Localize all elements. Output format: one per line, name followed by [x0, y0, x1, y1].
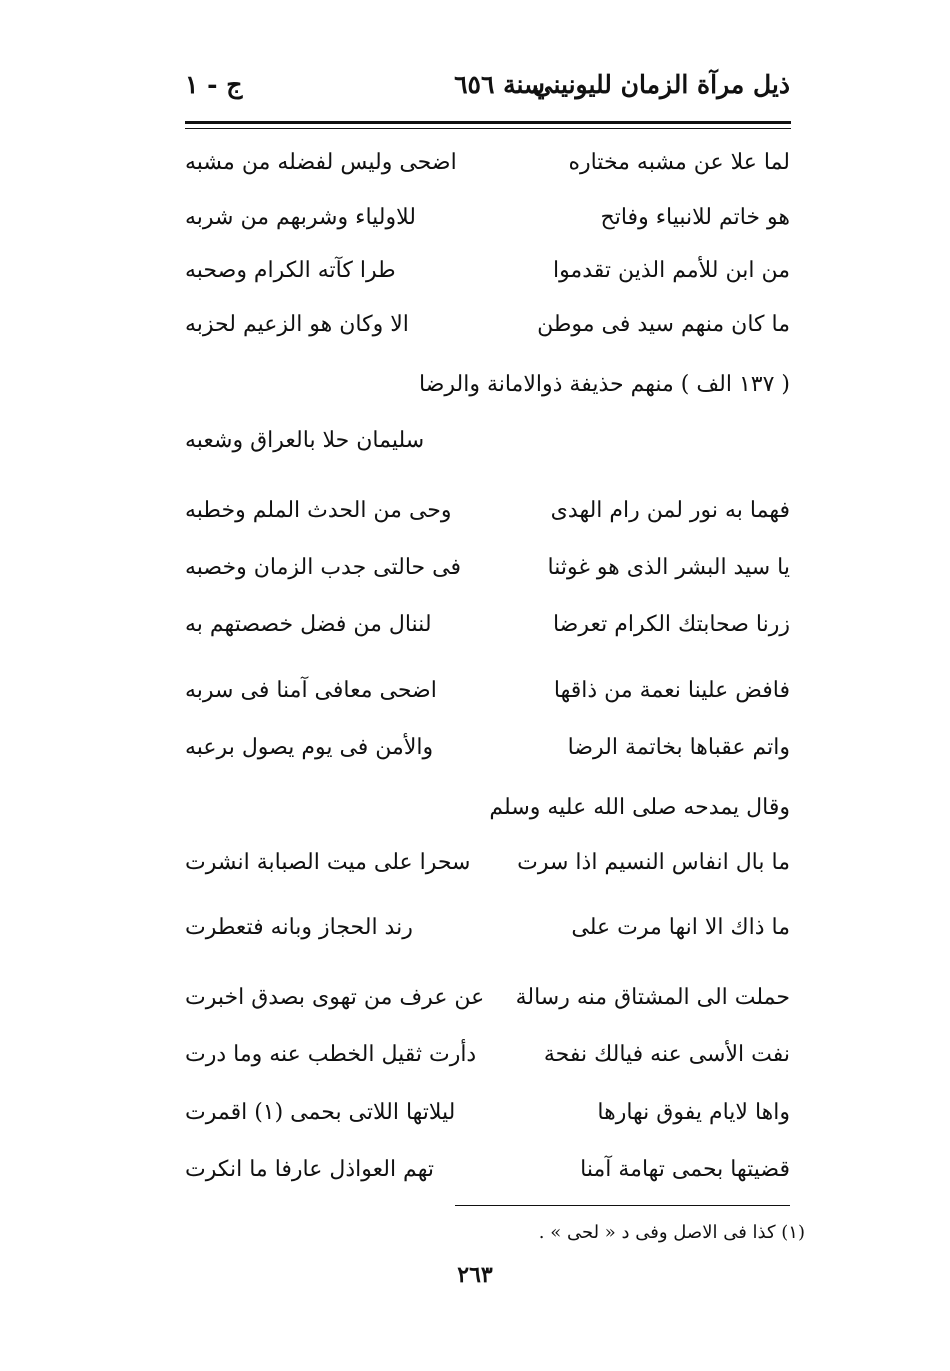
- footnote: (١) كذا فى الاصل وفى د « لحى » .: [538, 1222, 805, 1243]
- verse-line: [185, 498, 790, 538]
- verse-line: [185, 312, 790, 352]
- verse-line: [185, 678, 790, 718]
- verse-second-hemistich: طرا كآته الكرام وصحبه: [185, 258, 396, 283]
- verse-line: [185, 985, 790, 1025]
- verse-first-hemistich: واها لايام يفوق نهارها: [597, 1100, 790, 1125]
- verse-line: [185, 555, 790, 595]
- verse-second-hemistich: سحرا على ميت الصبابة انشرت: [185, 850, 471, 875]
- verse-line: [185, 258, 790, 298]
- book-title: ذيل مرآة الزمان لليونيني: [532, 70, 790, 99]
- verse-second-hemistich: لننال من فضل خصصتهم به: [185, 612, 432, 637]
- verse-second-hemistich: عن عرف من تهوى بصدق اخبرت: [185, 985, 485, 1010]
- verse-second-hemistich: رند الحجاز وبانه فتعطرت: [185, 915, 413, 940]
- verse-second-hemistich: وحى من الحدث الملم وخطبه: [185, 498, 452, 523]
- prose-line: وقال يمدحه صلى الله عليه وسلم: [489, 795, 790, 820]
- verse-second-hemistich: الا وكان هو الزعيم لحزبه: [185, 312, 409, 337]
- verse-second-hemistich: سليمان حلا بالعراق وشعبه: [185, 428, 425, 453]
- verse-line: [185, 850, 790, 890]
- verse-second-hemistich: اضحى معافى آمنا فى سربه: [185, 678, 437, 703]
- verse-line: [185, 612, 790, 652]
- footnote-rule: [455, 1205, 790, 1206]
- verse-line: [185, 1100, 790, 1140]
- verse-first-hemistich: ما ذاك الا انها مرت على: [571, 915, 790, 940]
- year-label: سنة ٦٥٦: [454, 70, 545, 99]
- verse-first-hemistich: يا سيد البشر الذى هو غوثنا: [547, 555, 790, 580]
- verse-line: [185, 150, 790, 190]
- page-number: ٢٦٣: [457, 1262, 493, 1288]
- verse-second-hemistich: دأرت ثقيل الخطب عنه وما درت: [185, 1042, 477, 1067]
- verse-first-hemistich: فافض علينا نعمة من ذاقها: [553, 678, 790, 703]
- verse-second-hemistich: فى حالتى جدب الزمان وخصبه: [185, 555, 461, 580]
- verse-line: [185, 1042, 790, 1082]
- verse-second-hemistich: اضحى وليس لفضله من مشبه: [185, 150, 457, 175]
- verse-first-hemistich: قضيتها بحمى تهامة آمنا: [580, 1157, 790, 1182]
- verse-first-hemistich: حملت الى المشتاق منه رسالة: [515, 985, 790, 1010]
- verse-first-hemistich: لما علا عن مشبه مختاره: [568, 150, 790, 175]
- verse-first-hemistich: ما كان منهم سيد فى موطن: [537, 312, 790, 337]
- running-header: [185, 70, 790, 110]
- header-rule-thin: [185, 128, 791, 129]
- volume-label: ج - ١: [185, 70, 243, 99]
- verse-second-hemistich: تهم العواذل عارفا ما انكرت: [185, 1157, 434, 1182]
- verse-second-hemistich: ليلاتها اللاتى بحمى (١) اقمرت: [185, 1100, 456, 1125]
- verse-line: [185, 735, 790, 775]
- verse-first-hemistich: واتم عقباها بخاتمة الرضا: [567, 735, 790, 760]
- verse-line: [185, 205, 790, 245]
- verse-first-hemistich: ما بال انفاس النسيم اذا سرت: [517, 850, 790, 875]
- verse-first-hemistich: نفت الأسى عنه فيالك نفحة: [543, 1042, 790, 1067]
- verse-line: [185, 428, 790, 468]
- verse-second-hemistich: والأمن فى يوم يصول برعبه: [185, 735, 434, 760]
- verse-first-hemistich: من ابن للأمم الذين تقدموا: [552, 258, 790, 283]
- prose-line: ( ١٣٧ الف ) منهم حذيفة ذوالامانة والرضا: [418, 372, 790, 397]
- verse-first-hemistich: هو خاتم للانبياء وفاتح: [600, 205, 790, 230]
- verse-second-hemistich: للاولياء وشربهم من شربه: [185, 205, 416, 230]
- verse-first-hemistich: فهما به نور لمن رام الهدى: [550, 498, 790, 523]
- verse-first-hemistich: زرنا صحابتك الكرام تعرضا: [552, 612, 790, 637]
- verse-line: [185, 915, 790, 955]
- header-rule-thick: [185, 121, 791, 124]
- verse-line: [185, 1157, 790, 1197]
